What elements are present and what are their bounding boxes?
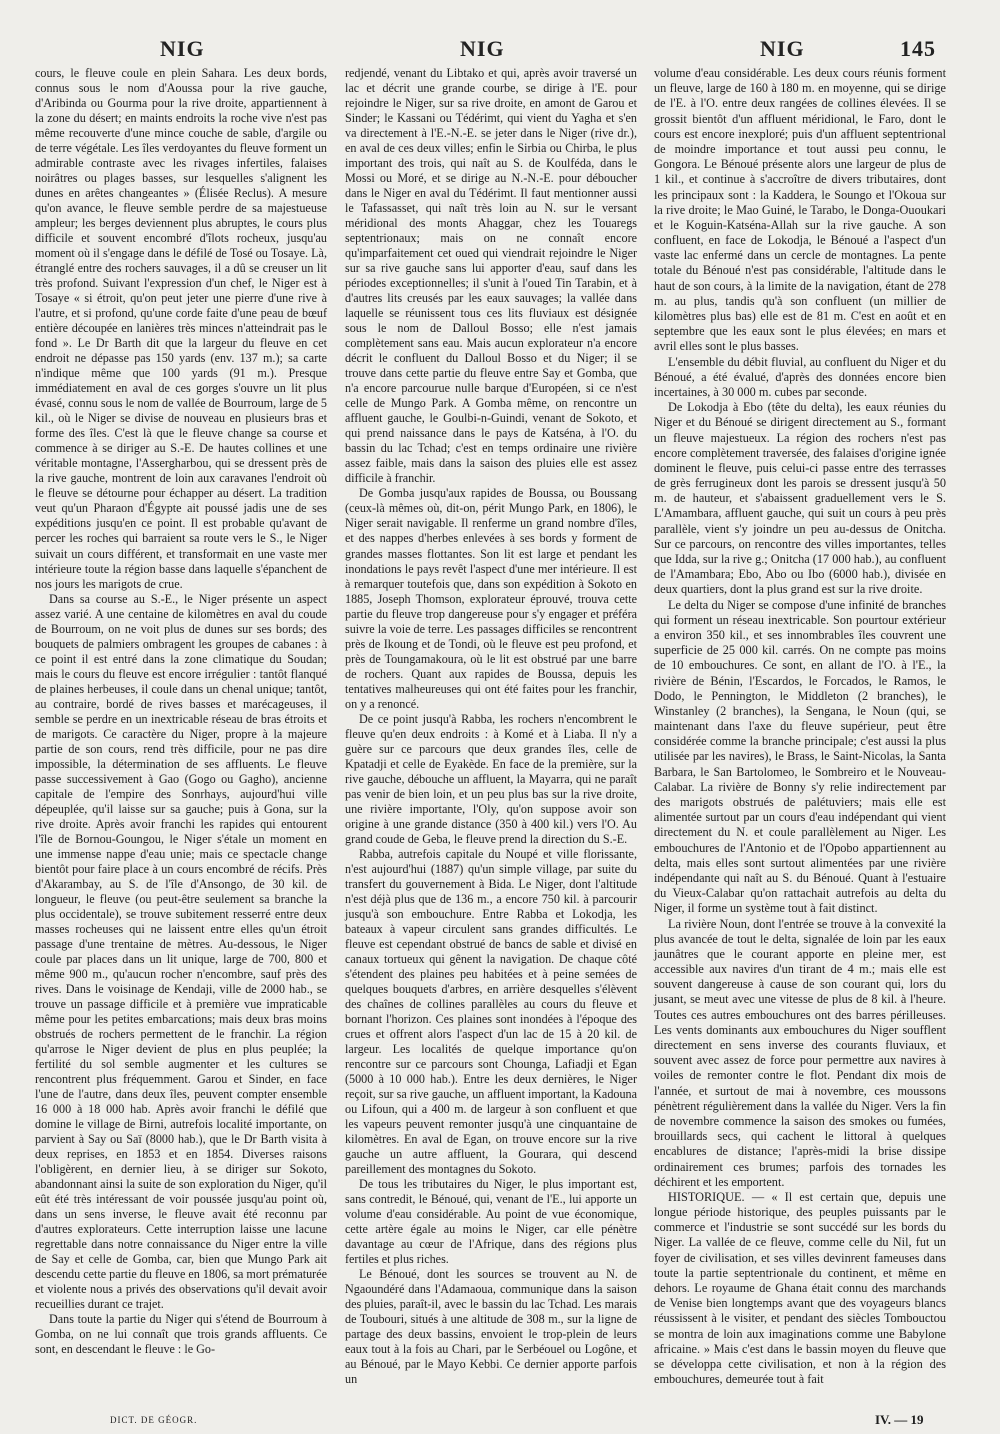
paragraph: redjendé, venant du Libtako et qui, après avoir traversé un lac et décrit une grande courbe, se dirige à l'E. pour rejoindre le Niger, sur sa rive droite, en amont de Garou et Sinder; le Kassani ou Tédérimt, qui vient du Yagha et s'en va directement à l'E.-N.-E. se jeter dans le Niger (rive dr.), en aval de ces deux villes; enfin le Sirbia ou Chirba, le plus important des trois, qui naît au S. de Koulféda, dans le Mossi ou Moré, et se dirige au N.-N.-E. pour déboucher dans le Niger en aval du Tédérimt. Il faut mentionner aussi le Tafassasset, qui naît très loin au N. sur le versant méridional des monts Ahaggar, chez les Touaregs septentrionaux; mais on ne connaît encore qu'imparfaitement cet oued qui viendrait rejoindre le Niger sur sa rive gauche sans lui apporter d'eau, sauf dans les périodes exceptionnelles; il s'unit à l'oued Tin Tarabin, et à d'autres lits creusés par les eaux sauvages; la vallée dans laquelle se réunissent tous ces lits fluviaux est désignée sous le nom de Dalloul Bosso; elle n'est jamais complètement sans eau. Mais aucun explorateur n'a encore décrit le confluent du Dalloul Bosso et du Niger; il se trouve dans cette partie du fleuve entre Say et Gomba, que n'a encore parcourue nulle barque d'Européen, si ce n'est celle de Mungo Park. A Gomba même, on rencontre un affluent gauche, le Goulbi-n-Guindi, venant de Sokoto, et qui prend naissance dans le pays de Katséna, à l'O. du bassin du lac Tchad; c'est en temps ordinaire une rivière assez faible, mais dans la saison des pluies elle est assez difficile à franchir. [345,66,637,486]
page-number: 145 [900,36,936,61]
paragraph: Le Bénoué, dont les sources se trouvent au N. de Ngaoundéré dans l'Adamaoua, communique dans la saison des pluies, paraît-il, avec le bassin du lac Tchad. Les marais de Toubouri, situés à une altitude de 308 m., sur la ligne de partage des deux bassins, envoient le trop-plein de leurs eaux tout à la fois au Chari, par le Serbéouel ou Logône, et au Bénoué, par le Mayo Kebbi. Ce dernier apporte parfois un [345,1267,637,1387]
paragraph: De Lokodja à Ebo (tête du delta), les eaux réunies du Niger et du Bénoué se dirigent directement au S., formant un fleuve majestueux. La région des rochers n'est pas encore complètement traversée, des falaises d'origine ignée dominent le fleuve, puis celui-ci passe entre des terrasses de grès ferrugineux dont les parois se dressent jusqu'à 50 m. de hauteur, et s'abaissent graduellement vers le S. L'Amambara, affluent gauche, qui suit un cours à peu près parallèle, vient s'y joindre un peu au-dessus de Onitcha. Sur ce parcours, on rencontre des villes importantes, telles que Idda, sur la rive g.; Onitcha (17 000 hab.), au confluent de l'Amambara; Ebo, Abo ou Ibo (6000 hab.), divisée en deux quartiers, dont la plus grand est sur la rive droite. [654,400,946,597]
paragraph: La rivière Noun, dont l'entrée se trouve à la convexité la plus avancée de tout le delta, signalée de loin par les eaux jaunâtres que le courant apporte en pleine mer, est accessible aux navires d'un tirant de 4 m.; mais elle est souvent dangereuse à cause de son courant qui, lors du jusant, se meut avec une vitesse de plus de 8 kil. à l'heure. Toutes ces autres embouchures ont des barres périlleuses. Les vents dominants aux embouchures du Niger soufflent directement en sens inverse des courants fluviaux, et souvent avec assez de force pour permettre aux navires à voiles de remonter contre le flot. Pendant dix mois de l'année, et surtout de mai à novembre, ces moussons pénètrent régulièrement dans la vallée du Niger. Vers la fin de novembre commence la saison des smokes ou fumées, brouillards secs, qui cachent le littoral à quelques encablures de distance; l'après-midi la brise dissipe ordinairement ces brumes; parfois des tornades les déchirent et les emportent. [654,916,946,1189]
text-column-2 [345,66,637,1387]
paragraph: De tous les tributaires du Niger, le plus important est, sans contredit, le Bénoué, qui, venant de l'E., lui apporte un volume d'eau considérable. Au point de vue économique, cette artère égale au moins le Niger, car elle pénètre davantage au cœur de l'Afrique, dans des régions plus fertiles et plus riches. [345,1177,637,1267]
running-head-left: NIG [160,36,205,61]
paragraph: De ce point jusqu'à Rabba, les rochers n'encombrent le fleuve qu'en deux endroits : à Komé et à Liaba. Il n'y a guère sur ce parcours que deux grandes îles, celle de Kpatadji et celle de Eyakède. En face de la première, sur la rive gauche, débouche un affluent, la Mayarra, qui ne paraît pas venir de bien loin, et un peu plus bas sur la rive droite, une rivière importante, l'Oly, qu'on suppose avoir son origine à une grande distance (350 à 400 kil.) vers l'O. Au grand coude de Geba, le fleuve prend la direction du S.-E. [345,711,637,846]
footer-title: DICT. DE GÉOGR. [110,1415,198,1425]
text-column-3 [654,66,946,1387]
paragraph: HISTORIQUE. — « Il est certain que, depuis une longue période historique, des peuples puissants par le commerce et l'industrie se sont succédé sur les bords du Niger. La vallée de ce fleuve, comme celle du Nil, fut un foyer de civilisation, et ses villes devinrent fameuses dans toute la partie septentrionale du continent, et même en dehors. Le royaume de Ghana était connu des marchands de Venise bien longtemps avant que des voyageurs blancs réussissent à le visiter, et pendant des siècles Tombouctou se montra de loin aux imaginations comme une Babylone africaine. » Mais c'est dans le bassin moyen du fleuve que se développa cette civilisation, et non à la région des embouchures, demeurée tout à fait [654,1189,946,1387]
paragraph: L'ensemble du débit fluvial, au confluent du Niger et du Bénoué, a été évalué, d'après des données encore bien incertaines, à 30 000 m. cubes par seconde. [654,354,946,399]
text-column-1 [35,66,327,1357]
running-head-center: NIG [460,36,505,61]
paragraph: De Gomba jusqu'aux rapides de Boussa, ou Boussang (ceux-là mêmes où, dit-on, périt Mungo Park, en 1806), le Niger serait navigable. Il renferme un grand nombre d'îles, et des nappes d'herbes enlevées à ses bords y forment de grandes masses flottantes. Son lit est large et pendant les inondations le pays revêt l'aspect d'une mer intérieure. Il est à remarquer toutefois que, dans son expédition à Sokoto en 1885, Joseph Thomson, explorateur éprouvé, trouva cette partie du fleuve trop dangereuse pour s'y engager et préféra suivre la voie de terre. Les passages difficiles se rencontrent près de Ikoung et de Tondi, où le fleuve est peu profond, et près de Toungamakoura, où le lit est obstrué par une barre de rochers. Quant aux rapides de Boussa, depuis les tentatives malheureuses qui ont été faites pour les franchir, on y a renoncé. [345,486,637,711]
paragraph: Rabba, autrefois capitale du Noupé et ville florissante, n'est aujourd'hui (1887) qu'un simple village, par suite du transfert du gouvernement à Bida. Le Niger, dont l'altitude n'est déjà plus que de 136 m., a encore 750 kil. à parcourir jusqu'à son embouchure. Entre Rabba et Lokodja, les bateaux à vapeur circulent sans grandes difficultés. Le fleuve est cependant obstrué de bancs de sable et divisé en canaux tortueux qui gênent la navigation. De chaque côté s'étendent des plaines peu habitées et à peine semées de quelques bouquets d'arbres, en arrière desquelles s'élèvent des chaînes de collines parallèles au cours du fleuve et bornant l'horizon. Ces plaines sont inondées à l'époque des crues et offrent alors l'aspect d'un lac de 15 à 20 kil. de largeur. Les localités de quelque importance qu'on rencontre sur ce parcours sont Chounga, Lafiadji et Egan (5000 à 10 000 hab.). Entre les deux dernières, le Niger reçoit, sur sa rive gauche, un affluent important, la Kadouna ou Lifoun, qui a 400 m. de largeur à son confluent et que les vapeurs peuvent remonter jusqu'à une cinquantaine de kilomètres. En aval de Egan, on trouve encore sur la rive gauche un autre affluent, la Gourara, qui descend pareillement des montagnes du Sokoto. [345,846,637,1177]
paragraph: Dans toute la partie du Niger qui s'étend de Bourroum à Gomba, on ne lui connaît que trois grands affluents. Ce sont, en descendant le fleuve : le Go- [35,1312,327,1357]
paragraph: cours, le fleuve coule en plein Sahara. Les deux bords, connus sous le nom d'Aoussa pour la rive gauche, d'Aribinda ou Gourma pour la rive droite, appartiennent à la zone du désert; en maints endroits la roche vive n'est pas même recouverte d'une mince couche de sable, d'argile ou de terre végétale. Les îles verdoyantes du fleuve forment un admirable contraste avec les rivages infertiles, falaises noirâtres ou plages basses, sur lesquelles s'alignent les dunes en arêtes changeantes » (Élisée Reclus). A mesure qu'on avance, le fleuve semble perdre de sa majestueuse ampleur; les berges deviennent plus abruptes, le cours plus difficile et souvent encombré d'îlots rocheux, jusqu'au moment où il s'engage dans le défilé de Tosé ou Tosaye. Là, étranglé entre des rochers sauvages, il a dû se creuser un lit très profond. Suivant l'expression d'un chef, le Niger est à Tosaye « si étroit, qu'on peut jeter une pierre d'une rive à l'autre, et si profond, qu'une corde faite d'une peau de bœuf entière découpée en lanières très minces n'atteindrait pas le fond ». Le Dr Barth dit que la largeur du fleuve en cet endroit ne dépasse pas 150 yards (env. 137 m.); sa carte n'indique même que 100 yards (91 m.). Presque immédiatement en aval de ces gorges s'ouvre un lit plus évasé, connu sous le nom de vallée de Bourroum, large de 5 kil., où le Niger se divise de nouveau en plusieurs bras et forme des îles. C'est là que le fleuve change sa course et commence à se diriger au S.-E. De hautes collines et une véritable montagne, l'Assergharbou, qui se dressent près de la rive gauche, montrent de loin aux caravanes l'endroit où le fleuve se détourne pour échapper au désert. La tradition veut qu'un Pharaon d'Égypte ait poussé jadis une de ses expéditions jusqu'en ce point. Il est probable qu'avant de percer les roches qui barraient sa route vers le S., le Niger suivait un cours différent, et transformait en une vaste mer intérieure toute la région basse dans laquelle s'épanchent de nos jours les marigots de crue. [35,66,327,591]
running-head-right: NIG [760,36,805,61]
paragraph: Dans sa course au S.-E., le Niger présente un aspect assez varié. A une centaine de kilomètres en aval du coude de Bourroum, on ne voit plus de dunes sur ses bords; des bouquets de palmiers ombragent les groupes de cabanes : à ce point il est entré dans la zone climatique du Soudan; mais le cours du fleuve est encore irrégulier : tantôt flanqué de plaines herbeuses, il coule dans un chenal unique; tantôt, au contraire, bordé de rives basses et marécageuses, il semble se perdre en un inextricable réseau de bras étroits et de marigots. Ce caractère du Niger, propre à la majeure partie de son cours, rend très difficile, pour ne pas dire impossible, la détermination de ses affluents. Le fleuve passe successivement à Gao (Gogo ou Gagho), ancienne capitale de l'empire des Sonrhays, aujourd'hui ville dépeuplée, qu'il laisse sur sa gauche; puis à Gona, sur la rive droite. Après avoir franchi les rapides qui entourent l'île de Bornou-Goungou, le Niger s'étale un moment en une immense nappe d'eau unie; mais ce spectacle change bientôt pour faire place à un cours encombré de récifs. Près d'Akarambay, au S. de l'île d'Ansongo, de 30 kil. de longueur, le fleuve (ou peut-être seulement sa branche la plus occidentale), se trouve subitement resserré entre deux masses rocheuses qui ne laissent entre elles qu'un étroit passage d'une trentaine de mètres. Au-dessous, le Niger coule par places dans un lit unique, large de 700, 800 et même 900 m., qu'aucun rocher n'encombre, sauf près des rives. Dans le voisinage de Kendaji, ville de 2000 hab., se trouve un passage difficile et à première vue impraticable même pour les petites embarcations; mais deux bras moins obstrués de rochers permettent de le franchir. La région qu'arrose le Niger devient de plus en plus peuplée; la fertilité du sol semble augmenter et les cultures se rencontrent plus fréquemment. Garou et Sinder, en face l'une de l'autre, dans deux îles, peuvent compter ensemble 16 000 à 18 000 hab. Après avoir franchi le défilé que domine le village de Birni, autrefois localité importante, on parvient à Say ou Saï (8000 hab.), que le Dr Barth visita à deux reprises, en 1853 et en 1854. Diverses raisons l'obligèrent, en dernier lieu, à se diriger sur Sokoto, abandonnant ainsi la suite de son exploration du Niger, qu'il eût été très intéressant de voir poussée jusqu'au point où, dans un sens inverse, le fleuve avait été reconnu par d'autres explorateurs. Cette interruption laisse une lacune regrettable dans notre connaissance du Niger entre la ville de Say et celle de Gomba, car, bien que Mungo Park ait descendu cette partie du fleuve en 1806, sa mort prématurée et violente nous a privés des observations qu'il devait avoir recueillies durant ce trajet. [35,591,327,1312]
footer-signature: IV. — 19 [875,1412,924,1427]
paragraph: Le delta du Niger se compose d'une infinité de branches qui forment un réseau inextricable. Son pourtour extérieur a environ 350 kil., et ses innombrables îles couvrent une superficie de 25 000 kil. carrés. On ne compte pas moins de 10 embouchures. Ce sont, en allant de l'O. à l'E., la rivière de Bénin, l'Escardos, le Forcados, le Ramos, le Dodo, le Pennington, le Middleton (2 branches), le Winstanley (2 branches), la Sengana, le Noun (qui, se maintenant dans l'axe du fleuve supérieur, peut être considérée comme la branche principale; c'est aussi la plus utilisée par les navires), le Brass, le Saint-Nicolas, la Santa Barbara, le San Bartolomeo, le Sombreiro et le Nouveau-Calabar. La rivière de Bonny s'y relie indirectement par des marigots obstrués de palétuviers; mais elle est alimentée surtout par un cours d'eau indépendant qui vient directement du N. et coule parallèlement au Niger. Les embouchures de l'Antonio et de l'Opobo appartiennent au delta, mais elles sont surtout alimentées par une rivière indépendante qui naît au S. du Bénoué. Quant à l'estuaire du Vieux-Calabar qu'on rattachait autrefois au delta du Niger, il forme un système tout à fait distinct. [654,597,946,916]
paragraph: volume d'eau considérable. Les deux cours réunis forment un fleuve, large de 160 à 180 m. en moyenne, qui se dirige de l'E. à l'O. entre deux rangées de collines élevées. Il se grossit bientôt d'un affluent méridional, le Faro, dont le cours est encore inexploré; puis d'un affluent septentrional de moindre importance et tout aussi peu connu, le Gongora. Le Bénoué présente alors une largeur de plus de 1 kil., et continue à s'accroître de divers tributaires, dont les principaux sont : la Kaddera, le Soungo et l'Okoua sur la rive droite; le Mao Guiné, le Tarabo, le Donga-Ououkari et le Koguin-Katséna-Allah sur la rive gauche. A son confluent, en face de Lokodja, le Bénoué a l'aspect d'un vaste lac enfermé dans un cercle de montagnes. La pente totale du Bénoué n'est pas considérable, l'altitude dans le haut de son cours, à la limite de la navigation, étant de 278 m. au plus, tandis qu'à son confluent (un millier de kilomètres plus bas) elle est de 81 m. C'est en août et en septembre que les eaux sont le plus élevées; en mars et avril elles sont le plus basses. [654,66,946,354]
